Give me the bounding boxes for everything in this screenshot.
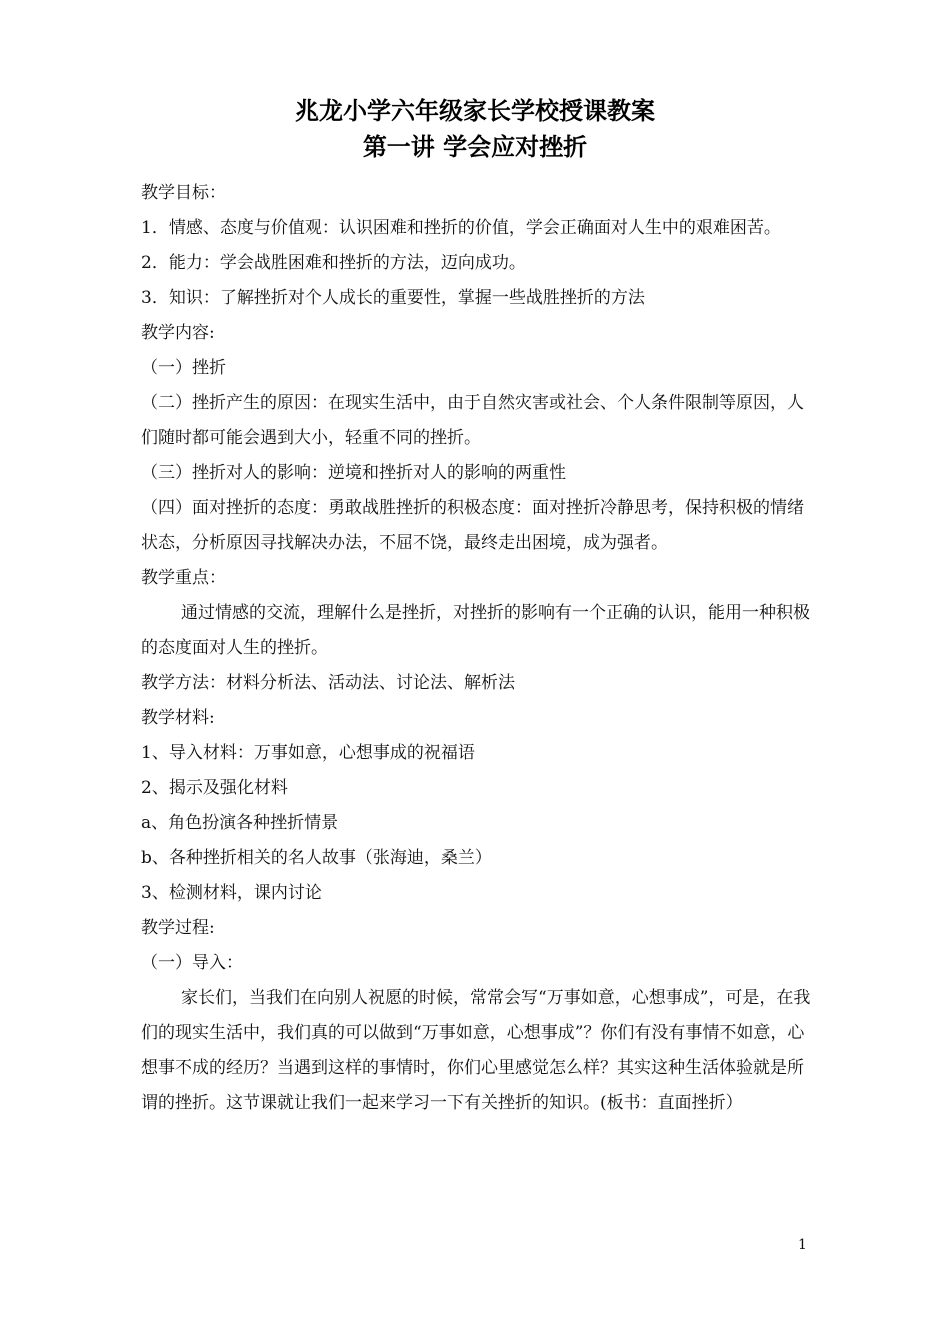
section-heading: 教学内容: xyxy=(141,323,215,343)
list-item: a、角色扮演各种挫折情景 xyxy=(141,813,339,833)
document-body xyxy=(141,176,813,1121)
paragraph: 教学方法：材料分析法、活动法、讨论法、解析法 xyxy=(141,673,515,693)
list-item: 1、导入材料：万事如意，心想事成的祝福语 xyxy=(141,743,475,763)
section-heading: 教学重点： xyxy=(141,568,226,588)
section-heading: 教学目标： xyxy=(141,183,226,203)
paragraph: （三）挫折对人的影响：逆境和挫折对人的影响的两重性 xyxy=(141,463,566,483)
section-heading: 教学材料: xyxy=(141,708,215,728)
paragraph: 通过情感的交流，理解什么是挫折，对挫折的影响有一个正确的认识，能用一种积极的态度面对人生的挫折。 xyxy=(141,603,810,658)
list-item: 3、检测材料，课内讨论 xyxy=(141,883,322,903)
paragraph: （一）导入： xyxy=(141,953,243,973)
paragraph: 3．知识：了解挫折对个人成长的重要性，掌握一些战胜挫折的方法 xyxy=(141,288,645,308)
paragraph: （一）挫折 xyxy=(141,358,226,378)
paragraph: 家长们，当我们在向别人祝愿的时候，常常会写“万事如意，心想事成”，可是，在我们的现实生活中，我们真的可以做到“万事如意，心想事成”？你们有没有事情不如意，心想事不成的经历？当遇到这样的事情时，你们心里感觉怎么样？其实这种生活体验就是所谓的挫折。这节课就让我们一起来学习一下有关挫折的知识。(板书：直面挫折） xyxy=(141,988,811,1113)
paragraph: 1．情感、态度与价值观：认识困难和挫折的价值，学会正确面对人生中的艰难困苦。 xyxy=(141,218,781,238)
list-item: b、各种挫折相关的名人故事（张海迪，桑兰） xyxy=(141,848,492,868)
paragraph: （二）挫折产生的原因：在现实生活中，由于自然灾害或社会、个人条件限制等原因，人们随时都可能会遇到大小，轻重不同的挫折。 xyxy=(141,393,804,448)
document-title: 兆龙小学六年级家长学校授课教案 xyxy=(295,97,655,125)
page-number: 1 xyxy=(798,1237,807,1253)
lecture-title: 第一讲 学会应对挫折 xyxy=(362,133,588,161)
paragraph: 2．能力：学会战胜困难和挫折的方法，迈向成功。 xyxy=(141,253,526,273)
list-item: 2、揭示及强化材料 xyxy=(141,778,288,798)
paragraph: （四）面对挫折的态度：勇敢战胜挫折的积极态度：面对挫折冷静思考，保持积极的情绪状态，分析原因寻找解决办法，不屈不饶，最终走出困境，成为强者。 xyxy=(141,498,804,553)
section-heading: 教学过程: xyxy=(141,918,215,938)
